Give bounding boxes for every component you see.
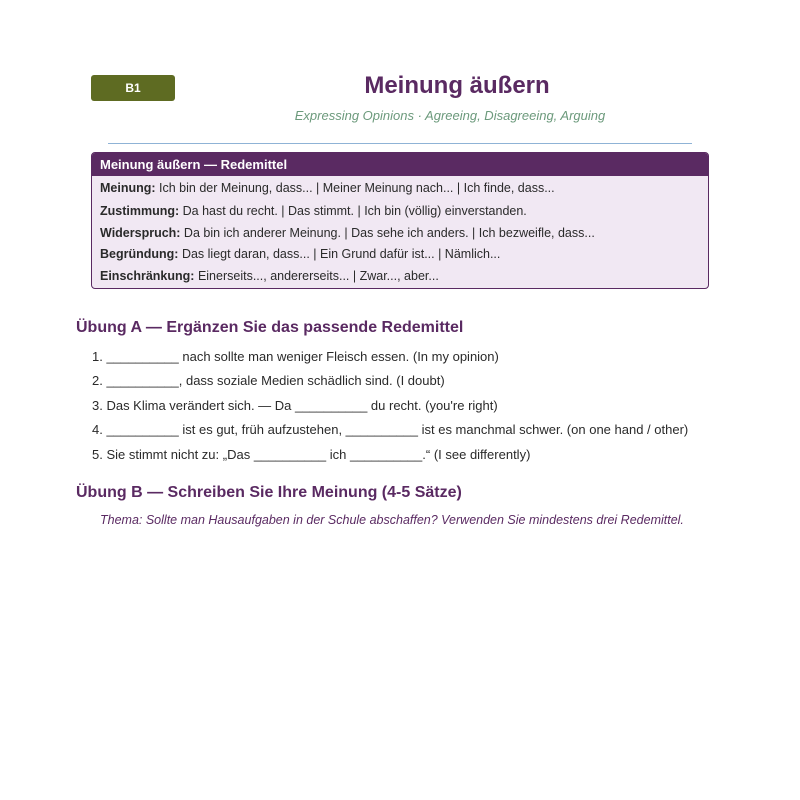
redemittel-row-einschraenkung xyxy=(100,269,439,283)
page-title: Meinung äußern xyxy=(364,72,550,99)
redemittel-text: Ich bin der Meinung, dass... | Meiner Meinung nach... | Ich finde, dass... xyxy=(155,181,555,195)
exercise-b-title: Übung B — Schreiben Sie Ihre Meinung (4-5 Sätze) xyxy=(76,484,462,501)
redemittel-row-widerspruch xyxy=(100,226,595,240)
redemittel-text: Das liegt daran, dass... | Ein Grund dafür ist... | Nämlich... xyxy=(178,247,501,261)
redemittel-label: Meinung: xyxy=(100,181,156,195)
redemittel-row-begruendung xyxy=(100,247,500,261)
exercise-b-theme: Thema: Sollte man Hausaufgaben in der Schule abschaffen? Verwenden Sie mindestens drei Redemittel. xyxy=(100,513,684,527)
header-divider xyxy=(108,143,692,144)
exercise-a-item: 2. __________, dass soziale Medien schädlich sind. (I doubt) xyxy=(92,373,445,388)
exercise-a-item: 5. Sie stimmt nicht zu: „Das __________ ich __________.“ (I see differently) xyxy=(92,447,531,462)
redemittel-row-zustimmung xyxy=(100,204,527,218)
redemittel-label: Einschränkung: xyxy=(100,269,195,283)
level-badge: B1 xyxy=(91,75,175,101)
redemittel-box xyxy=(91,152,709,289)
redemittel-label: Widerspruch: xyxy=(100,226,181,240)
redemittel-label: Begründung: xyxy=(100,247,179,261)
redemittel-text: Da bin ich anderer Meinung. | Das sehe ich anders. | Ich bezweifle, dass... xyxy=(180,226,595,240)
exercise-a-item: 4. __________ ist es gut, früh aufzustehen, __________ ist es manchmal schwer. (on one hand / other) xyxy=(92,422,689,437)
redemittel-heading: Meinung äußern — Redemittel xyxy=(92,153,708,176)
redemittel-text: Da hast du recht. | Das stimmt. | Ich bin (völlig) einverstanden. xyxy=(179,204,527,218)
redemittel-row-meinung xyxy=(100,181,555,195)
exercise-a-title: Übung A — Ergänzen Sie das passende Redemittel xyxy=(76,319,464,336)
redemittel-text: Einerseits..., andererseits... | Zwar..., aber... xyxy=(194,269,439,283)
exercise-a-item: 1. __________ nach sollte man weniger Fleisch essen. (In my opinion) xyxy=(92,349,499,364)
exercise-a-item: 3. Das Klima verändert sich. — Da __________ du recht. (you're right) xyxy=(92,398,498,413)
redemittel-label: Zustimmung: xyxy=(100,204,180,218)
page-subtitle: Expressing Opinions · Agreeing, Disagreeing, Arguing xyxy=(294,108,606,123)
